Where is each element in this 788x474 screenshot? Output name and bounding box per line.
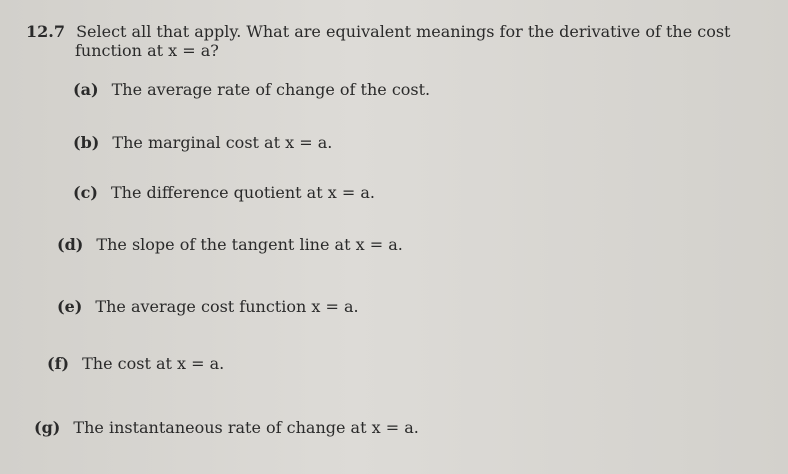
option-e[interactable] (57, 297, 359, 317)
option-text: The slope of the tangent line at x = a. (96, 235, 403, 254)
option-label: (e) (57, 297, 83, 316)
option-label: (a) (73, 80, 99, 99)
question-text-line-2: function at x = a? (75, 41, 219, 60)
option-text: The cost at x = a. (82, 354, 225, 373)
option-label: (d) (57, 235, 84, 254)
question-number: 12.7 (26, 22, 65, 41)
option-label: (f) (47, 354, 70, 373)
question-text-line-1: Select all that apply. What are equivalent meanings for the derivative of the cost (76, 22, 731, 41)
option-label: (g) (34, 418, 61, 437)
option-text: The instantaneous rate of change at x = a. (73, 418, 419, 437)
option-label: (c) (73, 183, 98, 202)
option-g[interactable] (34, 418, 419, 438)
option-text: The average cost function x = a. (95, 297, 359, 316)
option-b[interactable] (73, 133, 332, 153)
option-text: The marginal cost at x = a. (112, 133, 333, 152)
option-text: The difference quotient at x = a. (110, 183, 375, 202)
option-f[interactable] (47, 354, 224, 374)
question-header (26, 22, 730, 42)
option-c[interactable] (73, 183, 375, 203)
option-text: The average rate of change of the cost. (111, 80, 431, 99)
option-d[interactable] (57, 235, 403, 255)
option-a[interactable] (73, 80, 430, 100)
option-label: (b) (73, 133, 100, 152)
